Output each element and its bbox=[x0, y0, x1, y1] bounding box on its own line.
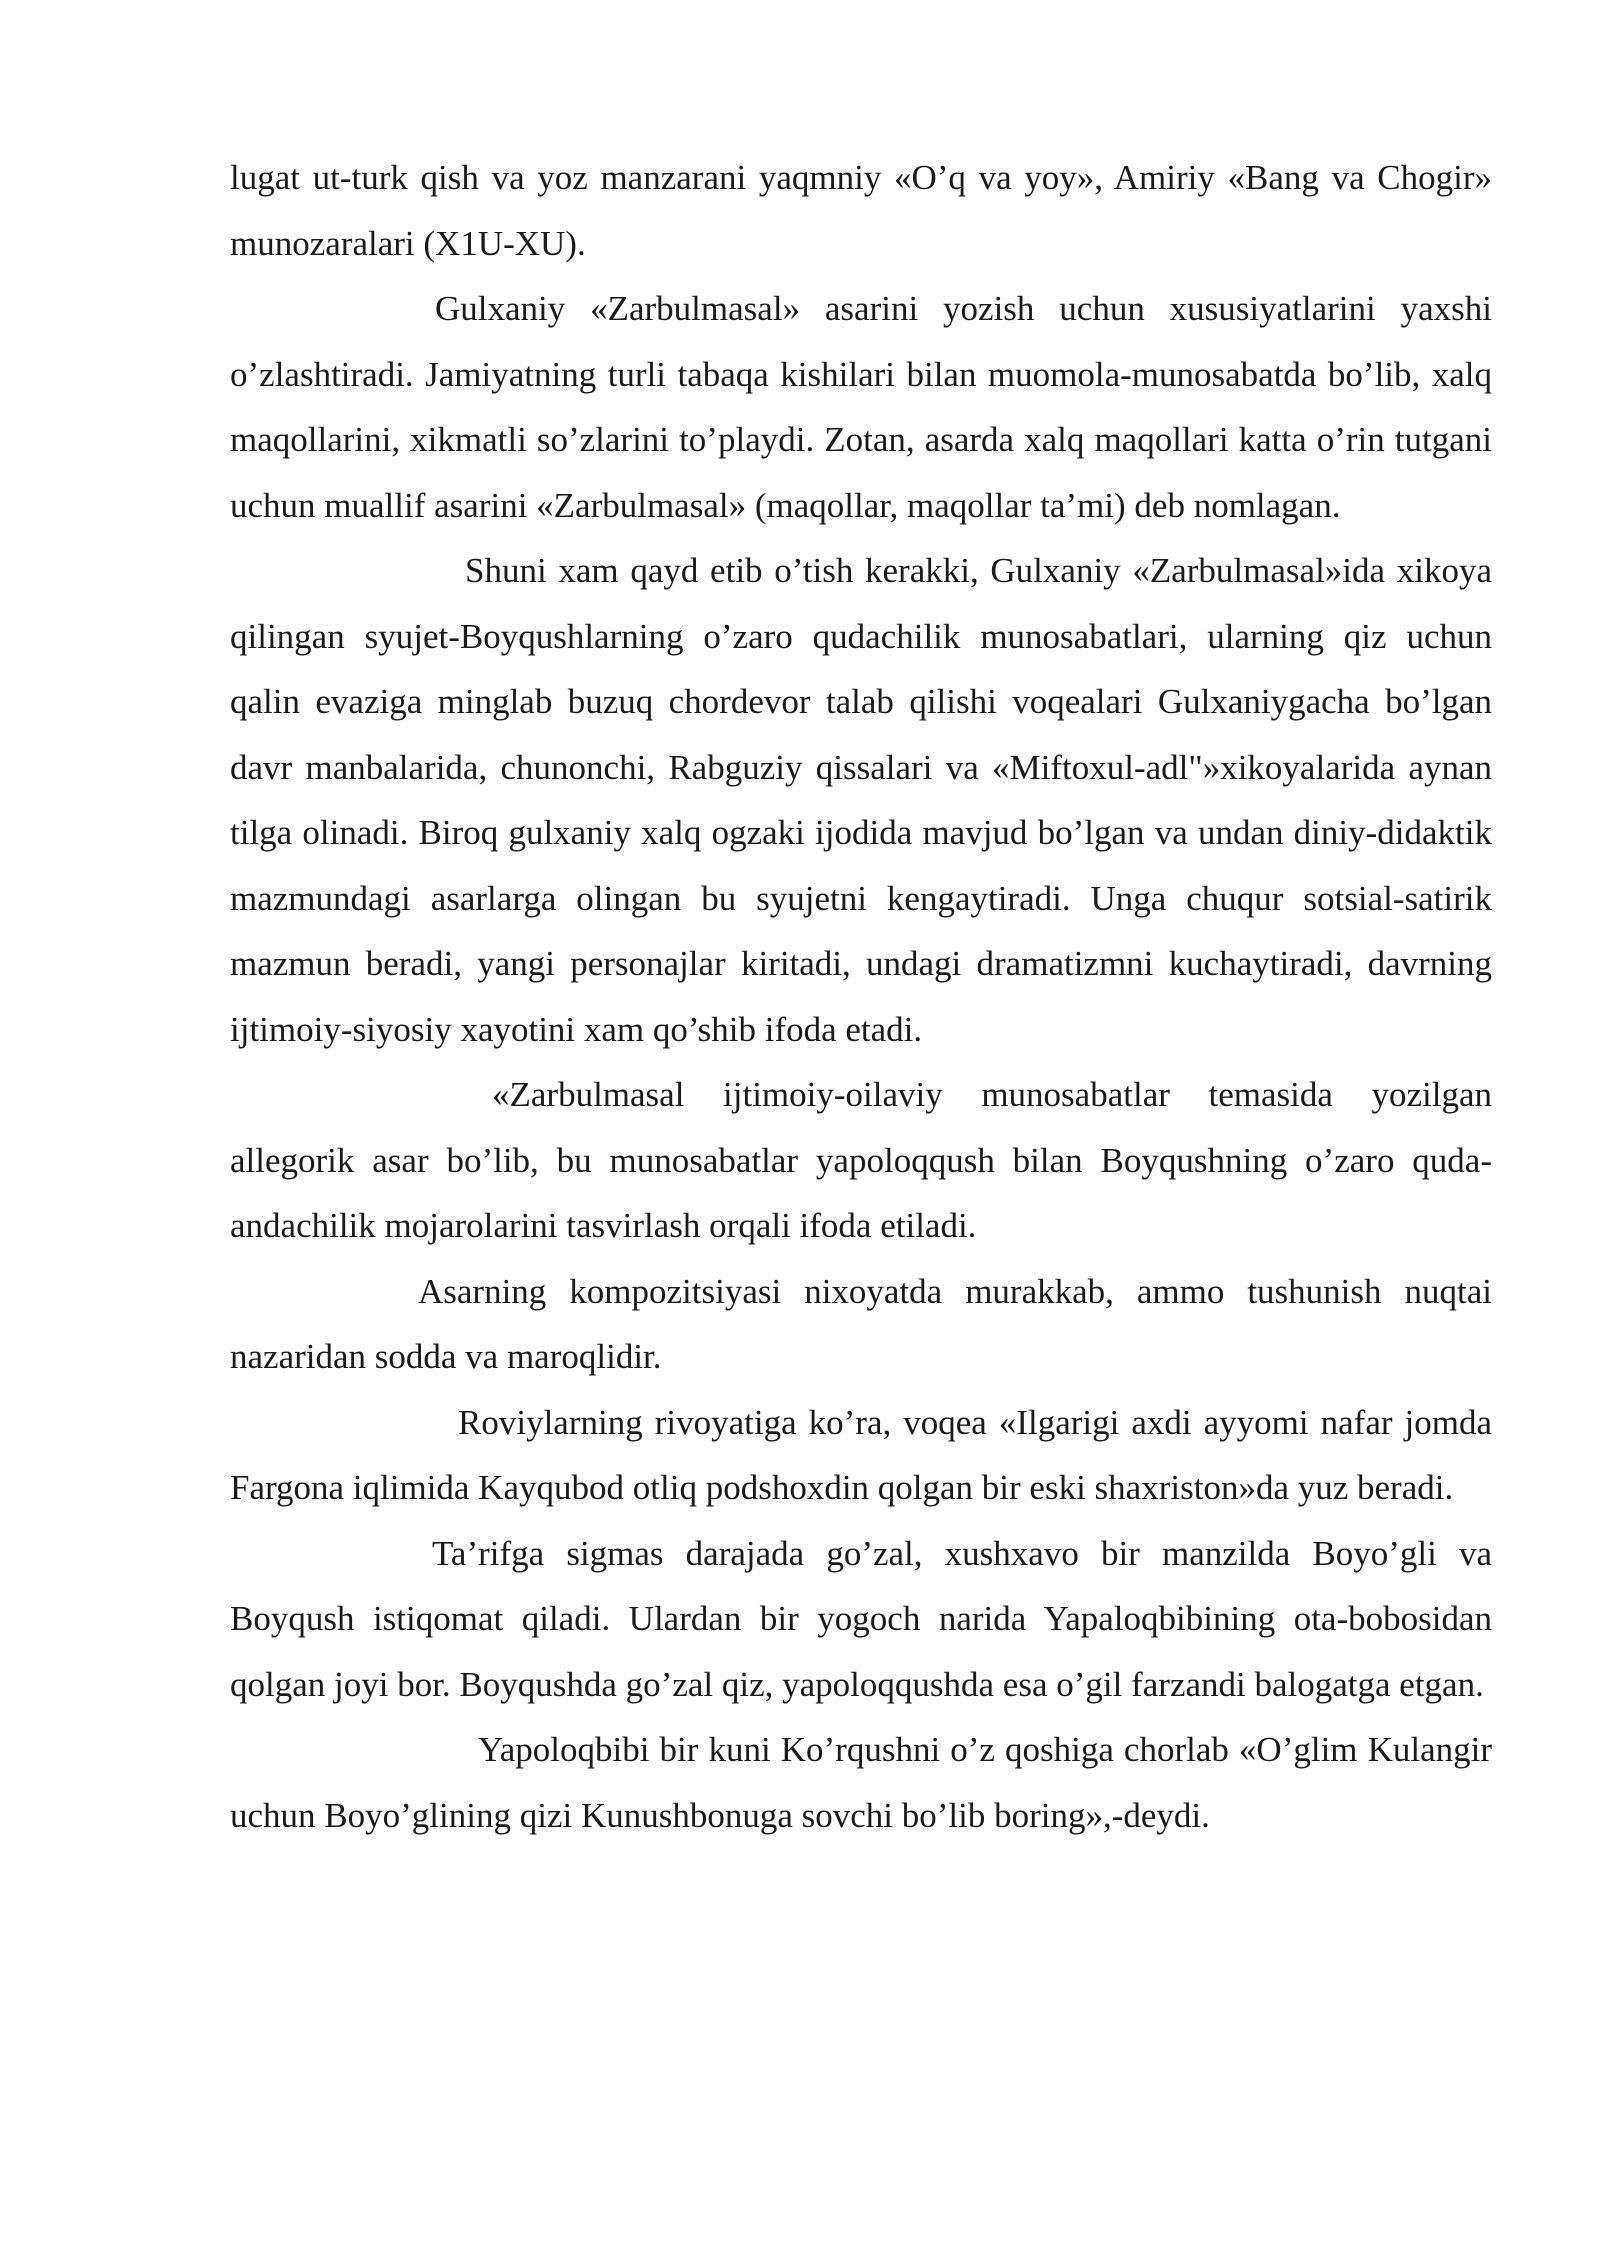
paragraph-2: Gulxaniy «Zarbulmasal» asarini yozish uchun xususiyatlarini yaxshi o’zlashtiradi. Jamiyatning turli tabaqa kishilari bilan muomola-munosabatda bo’lib, xalq maqollarini, xikmatli so’zlarini to’playdi. Zotan, asarda xalq maqollari katta o’rin tutgani uchun muallif asarini «Zarbulmasal» (maqollar, maqollar ta’mi) deb nomlagan. bbox=[230, 289, 1492, 525]
paragraph-8: Yapoloqbibi bir kuni Ko’rqushni o’z qoshiga chorlab «O’glim Kulangir uchun Boyo’glining qizi Kunushbonuga sovchi bo’lib boring»,-deydi. bbox=[230, 1730, 1492, 1835]
paragraph-1: lugat ut-turk qish va yoz manzarani yaqmniy «O’q va yoy», Amiriy «Bang va Chogir» munozaralari (X1U-XU). bbox=[230, 158, 1492, 263]
paragraph-5: Asarning kompozitsiyasi nixoyatda murakkab, ammo tushunish nuqtai nazaridan sodda va maroqlidir. bbox=[230, 1271, 1492, 1376]
paragraph-4: «Zarbulmasal ijtimoiy-oilaviy munosabatlar temasida yozilgan allegorik asar bo’lib, bu munosabatlar yapoloqqush bilan Boyqushning o’zaro quda-andachilik mojarolarini tasvirlash orqali ifoda etiladi. bbox=[230, 1075, 1492, 1245]
paragraph-7: Ta’rifga sigmas darajada go’zal, xushxavo bir manzilda Boyo’gli va Boyqush istiqomat qiladi. Ulardan bir yogoch narida Yapaloqbibining ota-bobosidan qolgan joyi bor. Boyqushda go’zal qiz, yapoloqqushda esa o’gil farzandi balogatga etgan. bbox=[230, 1533, 1492, 1704]
document-body bbox=[230, 145, 1492, 1848]
paragraph-3: Shuni xam qayd etib o’tish kerakki, Gulxaniy «Zarbulmasal»ida xikoya qilingan syujet-Boyqushlarning o’zaro qudachilik munosabatlari, ularning qiz uchun qalin evaziga minglab buzuq chordevor talab qilishi voqealari Gulxaniygacha bo’lgan davr manbalarida, chunonchi, Rabguziy qissalari va «Miftoxul-adl"»xikoyalarida aynan tilga olinadi. Biroq gulxaniy xalq ogzaki ijodida mavjud bo’lgan va undan diniy-didaktik mazmundagi asarlarga olingan bu syujetni kengaytiradi. Unga chuqur sotsial-satirik mazmun beradi, yangi personajlar kiritadi, undagi dramatizmni kuchaytiradi, davrning ijtimoiy-siyosiy xayotini xam qo’shib ifoda etadi. bbox=[230, 551, 1492, 1049]
paragraph-6: Roviylarning rivoyatiga ko’ra, voqea «Ilgarigi axdi ayyomi nafar jomda Fargona iqlimida Kayqubod otliq podshoxdin qolgan bir eski shaxriston»da yuz beradi. bbox=[230, 1402, 1492, 1507]
